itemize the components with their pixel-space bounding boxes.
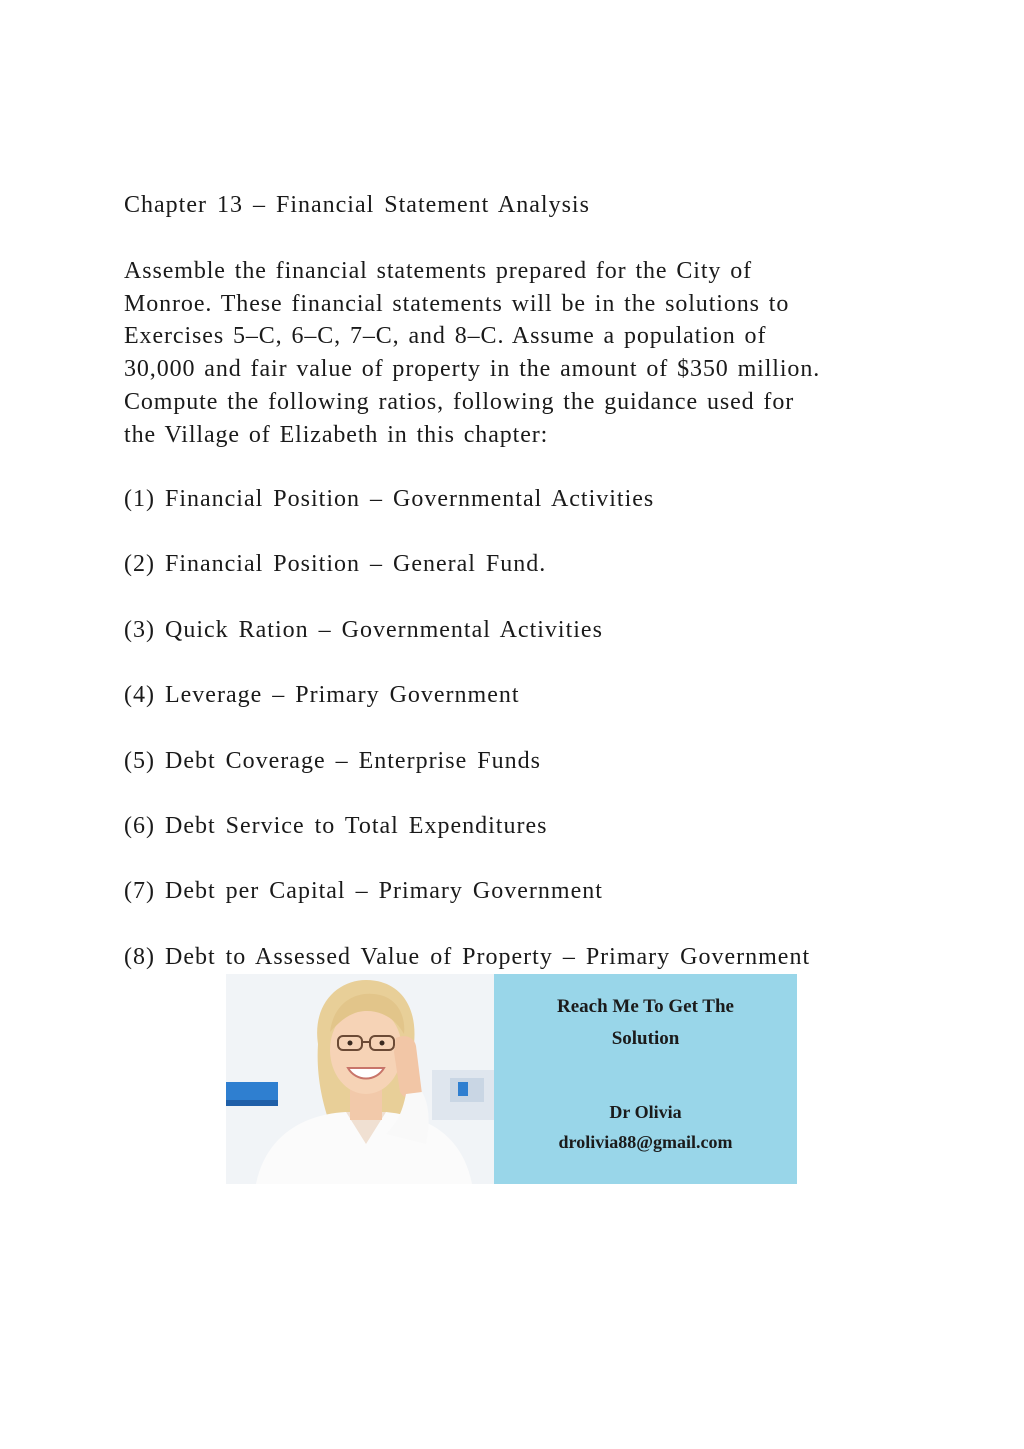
intro-line: Exercises 5–C, 6–C, 7–C, and 8–C. Assume a population of xyxy=(124,323,767,350)
promo-headline xyxy=(494,991,797,1055)
ratio-item: (7) Debt per Capital – Primary Government xyxy=(124,878,603,905)
ratio-item: (5) Debt Coverage – Enterprise Funds xyxy=(124,747,541,774)
ratio-item: (1) Financial Position – Governmental Activities xyxy=(124,486,655,512)
promo-headline-line: Solution xyxy=(611,1028,680,1049)
intro-line: the Village of Elizabeth in this chapter: xyxy=(124,421,549,448)
intro-line: Monroe. These financial statements will be in the solutions to xyxy=(124,290,790,317)
ratio-item: (4) Leverage – Primary Government xyxy=(124,682,520,709)
woman-photo xyxy=(226,974,494,1184)
ratio-item: (8) Debt to Assessed Value of Property – Primary Government xyxy=(124,943,811,970)
promo-contact xyxy=(494,1097,797,1157)
promo-headline-line: Reach Me To Get The xyxy=(557,996,734,1017)
intro-line: Compute the following ratios, following the guidance used for xyxy=(124,388,795,415)
intro-paragraph xyxy=(124,255,904,451)
intro-line: 30,000 and fair value of property in the amount of $350 million. xyxy=(124,356,821,383)
ratio-list xyxy=(124,484,810,1007)
contact-email: drolivia88@gmail.com xyxy=(558,1132,733,1152)
contact-name: Dr Olivia xyxy=(609,1102,682,1122)
intro-line: Assemble the financial statements prepared for the City of xyxy=(124,258,753,284)
chapter-heading: Chapter 13 – Financial Statement Analysis xyxy=(124,192,590,218)
woman-illustration xyxy=(226,974,494,1184)
ratio-item: (6) Debt Service to Total Expenditures xyxy=(124,812,548,839)
promo-panel xyxy=(494,974,797,1184)
ratio-item: (3) Quick Ration – Governmental Activities xyxy=(124,616,603,643)
ratio-item: (2) Financial Position – General Fund. xyxy=(124,551,547,578)
contact-banner xyxy=(226,974,797,1184)
